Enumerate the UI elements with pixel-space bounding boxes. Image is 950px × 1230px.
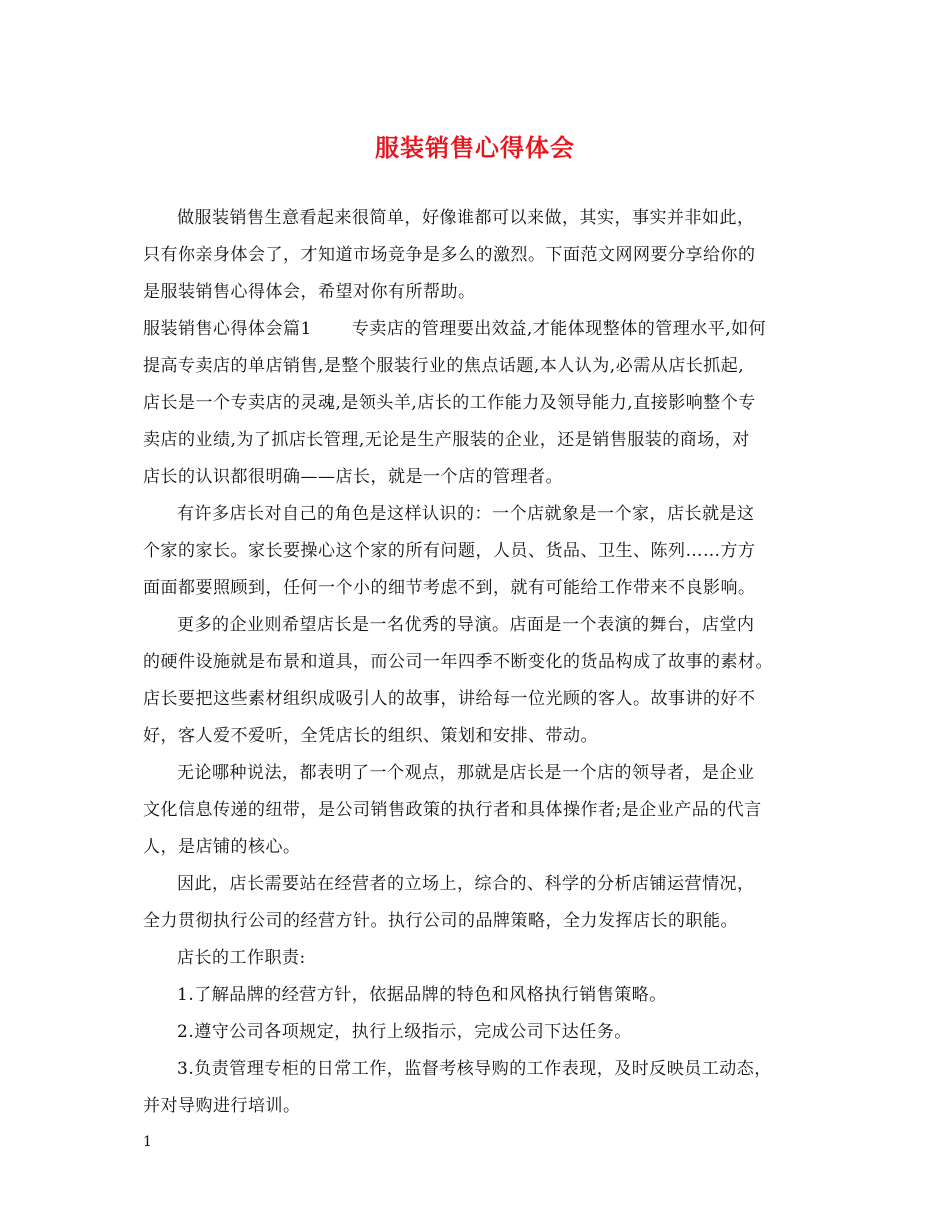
paragraph-line: 更多的企业则希望店长是一名优秀的导演。店面是一个表演的舞台，店堂内 [177,615,755,635]
paragraph-line: 提高专卖店的单店销售,是整个服装行业的焦点话题,本人认为,必需从店长抓起, [143,356,745,376]
paragraph-line: 因此，店长需要站在经营者的立场上，综合的、科学的分析店铺运营情况， [177,874,755,894]
paragraph-line: 店长要把这些素材组织成吸引人的故事，讲给每一位光顾的客人。故事讲的好不 [143,689,756,709]
document-title: 服装销售心得体会 [375,133,575,162]
section-heading: 服装销售心得体会篇1 [143,319,312,339]
paragraph-line: 好，客人爱不爱听，全凭店长的组织、策划和安排、带动。 [143,726,598,746]
paragraph-line: 店长是一个专卖店的灵魂,是领头羊,店长的工作能力及领导能力,直接影响整个专 [143,393,756,413]
paragraph-line: 人，是店铺的核心。 [143,837,301,857]
paragraph-line: 有许多店长对自己的角色是这样认识的：一个店就象是一个家，店长就是这 [177,504,755,524]
list-item: 2.遵守公司各项规定，执行上级指示，完成公司下达任务。 [177,1022,632,1042]
paragraph-text: 专卖店的管理要出效益,才能体现整体的管理水平,如何 [351,319,767,339]
paragraph-line: 个家的家长。家长要操心这个家的所有问题，人员、货品、卫生、陈列……方方 [143,541,756,561]
paragraph-line: 文化信息传递的纽带，是公司销售政策的执行者和具体操作者;是企业产品的代言 [143,800,762,820]
paragraph-line: 做服装销售生意看起来很简单，好像谁都可以来做，其实，事实并非如此， [177,208,755,228]
paragraph-line: 并对导购进行培训。 [143,1096,301,1116]
paragraph-line: 只有你亲身体会了，才知道市场竞争是多么的激烈。下面范文网网要分享给你的 [143,245,756,265]
paragraph-line: 店长的工作职责: [177,948,306,968]
paragraph-line: 卖店的业绩,为了抓店长管理,无论是生产服装的企业，还是销售服装的商场，对 [143,430,750,450]
paragraph-line: 面面都要照顾到，任何一个小的细节考虑不到，就有可能给工作带来不良影响。 [143,578,756,598]
section-heading-line [143,316,843,342]
list-item: 3.负责管理专柜的日常工作，监督考核导购的工作表现，及时反映员工动态， [177,1059,772,1079]
list-item: 1.了解品牌的经营方针，依据品牌的特色和风格执行销售策略。 [177,985,667,1005]
paragraph-line: 无论哪种说法，都表明了一个观点，那就是店长是一个店的领导者，是企业 [177,763,755,783]
paragraph-line: 的硬件设施就是布景和道具，而公司一年四季不断变化的货品构成了故事的素材。 [143,652,773,672]
page-number: 1 [143,1134,152,1150]
paragraph-line: 全力贯彻执行公司的经营方针。执行公司的品牌策略，全力发挥店长的职能。 [143,911,738,931]
paragraph-line: 是服装销售心得体会，希望对你有所帮助。 [143,282,476,302]
paragraph-line: 店长的认识都很明确——店长，就是一个店的管理者。 [143,467,563,487]
